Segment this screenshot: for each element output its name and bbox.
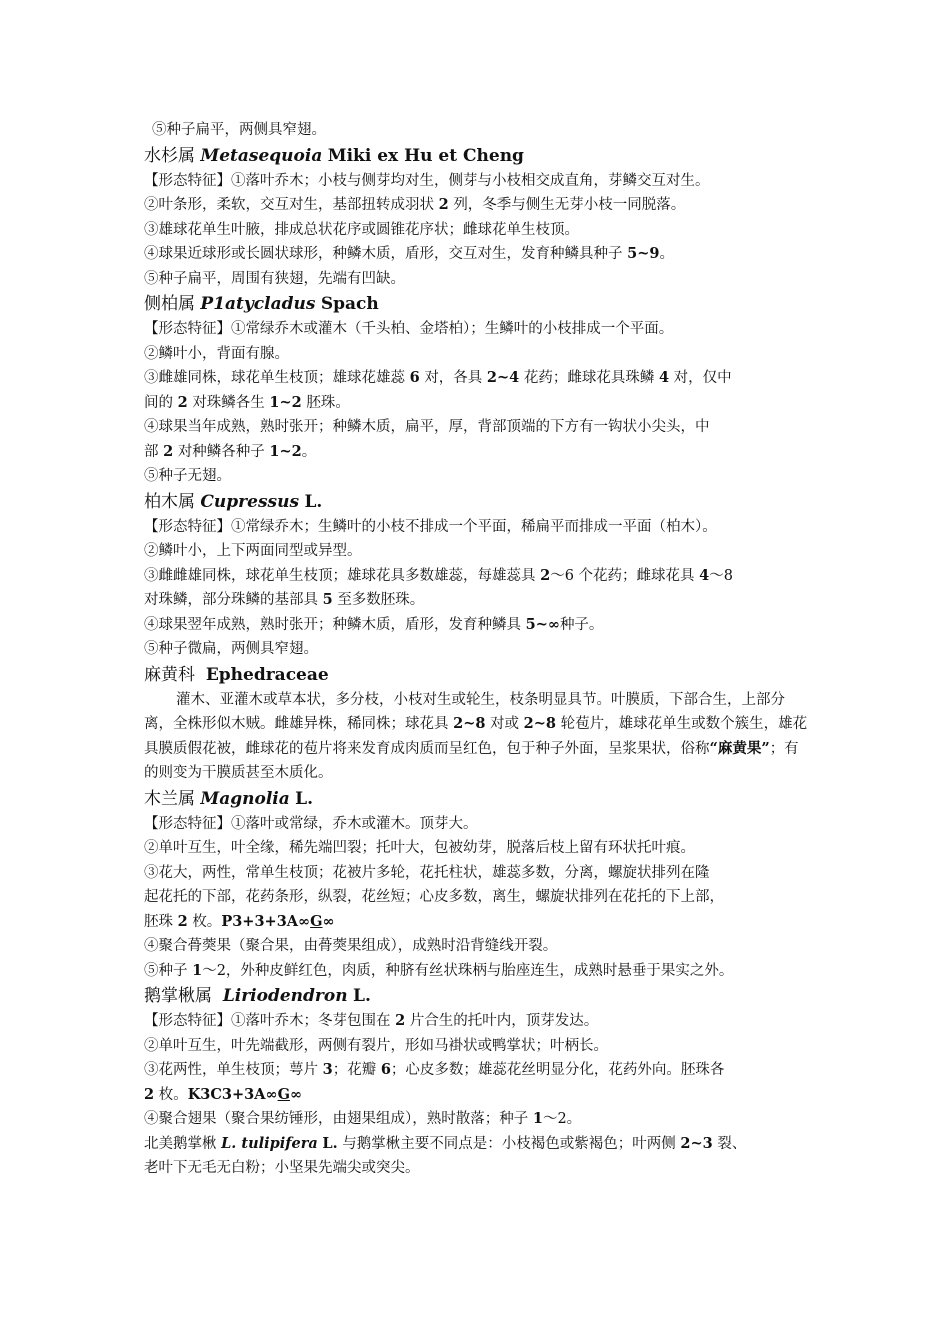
text-line: 2 枚。K3C3+3A∞G∞ [144, 1085, 303, 1103]
text-line: 【形态特征】①落叶乔木；冬芽包围在 2 片合生的托叶内，顶芽发达。 [144, 1012, 599, 1029]
text-line: ④球果当年成熟，熟时张开；种鳞木质，扁平，厚，背部顶端的下方有一钩状小尖头，中 [144, 419, 710, 435]
text-line: ④聚合蓇葖果（聚合果，由蓇葖果组成），成熟时沿背缝线开裂。 [144, 938, 558, 954]
text-line: 起花托的下部，花药条形，纵裂，花丝短；心皮多数，离生，螺旋状排列在花托的下上部， [144, 889, 724, 905]
genus-heading-magnolia: 木兰属 Magnolia L. [144, 788, 314, 809]
text-line: ③雌雄同株，球花单生枝顶；雄球花雄蕊 6 对，各具 2~4 花药；雌球花具珠鳞 4 对，仅中 [144, 369, 732, 386]
text-line: 【形态特征】①落叶或常绿，乔木或灌木。顶芽大。 [144, 815, 478, 832]
genus-heading-platycladus: 侧柏属 P1atycladus Spach [144, 294, 379, 314]
text-line: 【形态特征】①常绿乔木；生鳞叶的小枝不排成一个平面，稀扁平而排成一平面（柏木）。 [144, 518, 717, 535]
genus-heading-cupressus: 柏木属 Cupressus L. [144, 491, 323, 512]
text-line: ④聚合翅果（聚合果纺锤形，由翅果组成），熟时散落；种子 1～2。 [144, 1110, 582, 1127]
paragraph-ephedraceae: 灌木、亚灌木或草本状，多分枝，小枝对生或轮生，枝条明显具节。叶膜质，下部合生，上部分离，全株形似木贼。雌雄异株，稀同株；球花具 2~8 对或 2~8 轮苞片，雄球花单生或数个簇生，雄花具膜质假花被，雌球花的苞片将来发育成肉质而呈红色，包于种子外面，呈浆果状，俗称“麻黄果”；有的则变为干膜质甚至木质化。 [144, 691, 808, 781]
family-heading-ephedraceae: 麻黄科 Ephedraceae [144, 664, 329, 685]
text-line: ②鳞叶小，上下两面同型或异型。 [144, 543, 362, 559]
text-line: ④球果近球形或长圆状球形，种鳞木质，盾形，交互对生，发育种鳞具种子 5~9。 [144, 245, 674, 262]
text-line: ⑤种子扁平，两侧具窄翅。 [152, 122, 326, 138]
text-line: ②单叶互生，叶先端截形，两侧有裂片，形如马褂状或鸭掌状；叶柄长。 [144, 1037, 608, 1054]
text-line: 【形态特征】①常绿乔木或灌木（千头柏、金塔柏）；生鳞叶的小枝排成一个平面。 [144, 321, 674, 337]
text-line: 部 2 对种鳞各种子 1~2。 [144, 442, 317, 460]
text-line: ③雄球花单生叶腋，排成总状花序或圆锥花序状；雌球花单生枝顶。 [144, 221, 579, 238]
text-line: ④球果翌年成熟，熟时张开；种鳞木质，盾形，发育种鳞具 5~∞种子。 [144, 615, 604, 633]
text-line: ⑤种子无翅。 [144, 468, 231, 484]
text-line: 胚珠 2 枚。P3+3+3A∞G∞ [144, 912, 335, 930]
text-line: 【形态特征】①落叶乔木；小枝与侧芽均对生，侧芽与小枝相交成直角，芽鳞交互对生。 [144, 172, 710, 189]
text-line: 老叶下无毛无白粉；小坚果先端尖或突尖。 [144, 1160, 420, 1176]
genus-heading-liriodendron: 鹅掌楸属 Liriodendron L. [144, 986, 371, 1006]
text-line: 间的 2 对珠鳞各生 1~2 胚珠。 [144, 393, 350, 411]
text-line: ⑤种子 1～2，外种皮鲜红色，肉质，种脐有丝状珠柄与胎座连生，成熟时悬垂于果实之外。 [144, 961, 734, 979]
genus-heading-metasequoia: 水杉属 Metasequoia Miki ex Hu et Cheng [144, 145, 524, 166]
text-line: ②鳞叶小，背面有腺。 [144, 345, 289, 362]
text-line: ③雌雌雄同株，球花单生枝顶；雄球花具多数雄蕊，每雄蕊具 2～6 个花药；雌球花具 4～8 [144, 566, 733, 584]
text-line: ②单叶互生，叶全缘，稀先端凹裂；托叶大，包被幼芽，脱落后枝上留有环状托叶痕。 [144, 840, 695, 856]
text-line: ③花大，两性，常单生枝顶；花被片多轮，花托柱状，雄蕊多数，分离，螺旋状排列在隆 [144, 864, 710, 881]
text-line: ③花两性，单生枝顶；萼片 3；花瓣 6；心皮多数；雄蕊花丝明显分化，花药外向。胚珠各 [144, 1061, 725, 1078]
text-line: ⑤种子扁平，周围有狭翅，先端有凹缺。 [144, 270, 405, 287]
document-body [144, 118, 812, 1181]
text-line: ⑤种子微扁，两侧具窄翅。 [144, 641, 318, 657]
text-line: 对珠鳞，部分珠鳞的基部具 5 至多数胚珠。 [144, 591, 425, 608]
text-line: ②叶条形，柔软，交互对生，基部扭转成羽状 2 列，冬季与侧生无芽小枝一同脱落。 [144, 196, 686, 213]
text-line: 北美鹅掌楸 L. tulipifera L. 与鹅掌楸主要不同点是：小枝褐色或紫褐色；叶两侧 2~3 裂、 [144, 1134, 747, 1152]
